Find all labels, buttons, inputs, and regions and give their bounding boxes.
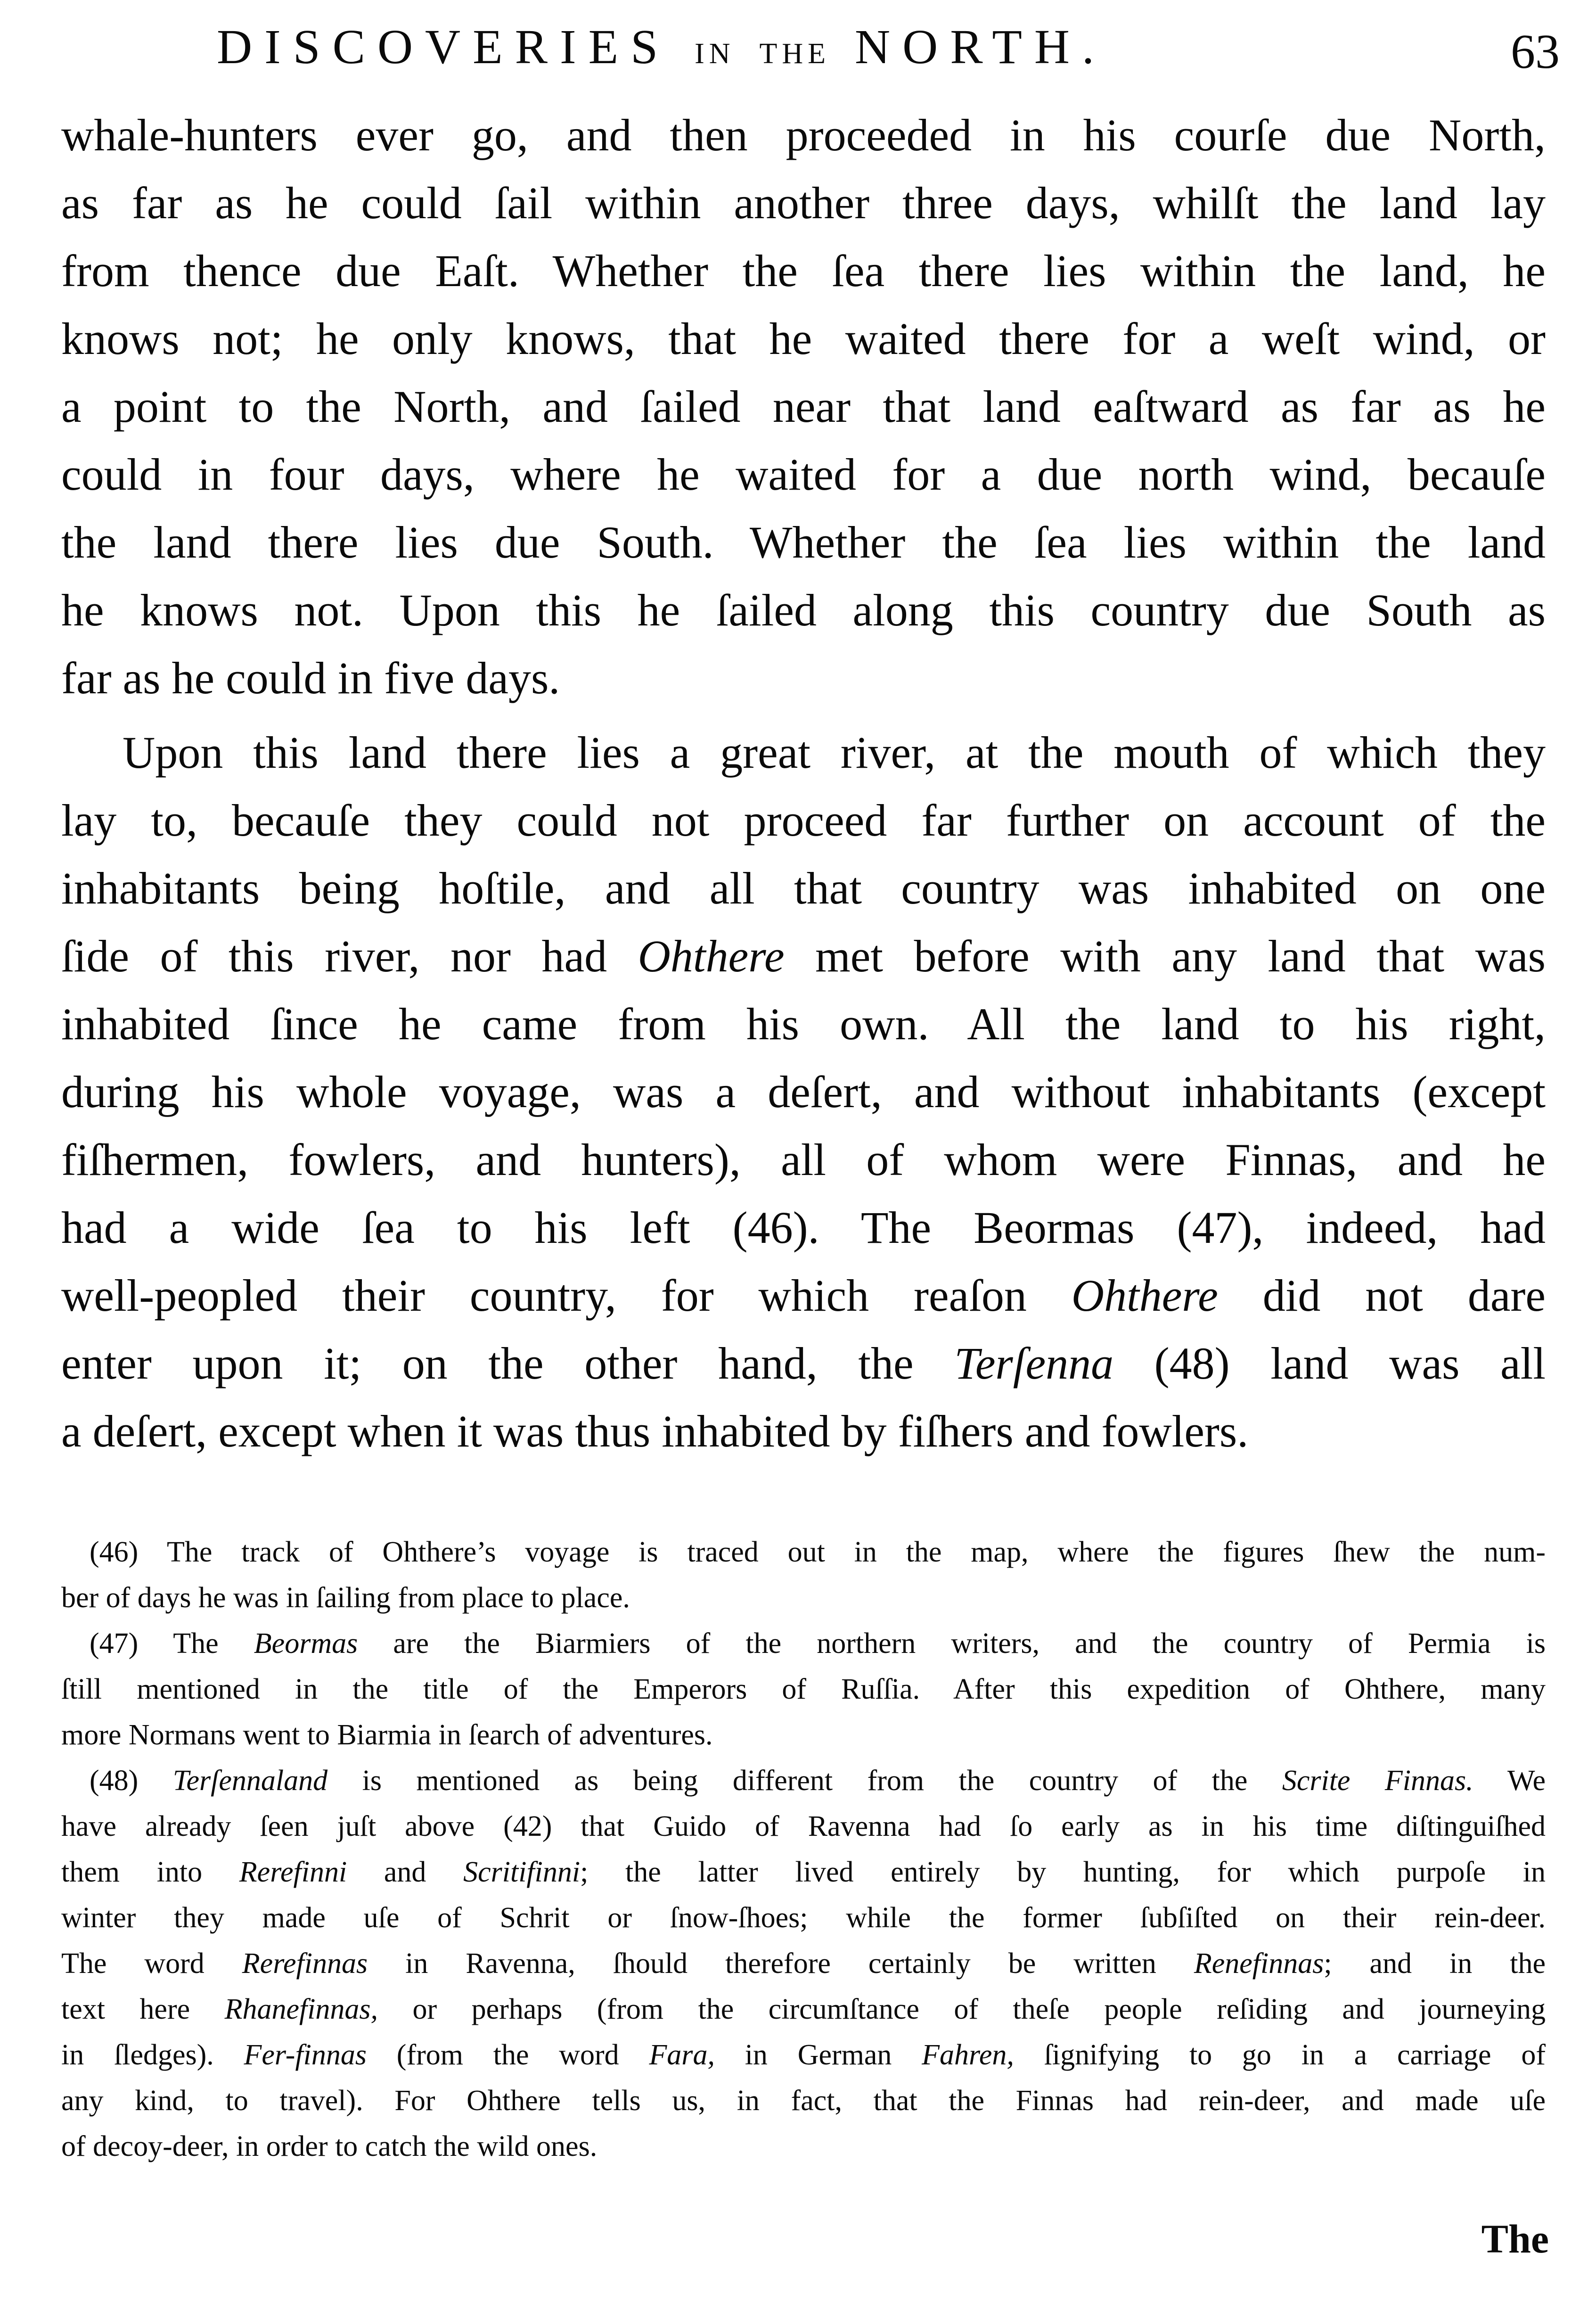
italic-term: Terſenna [954, 1338, 1114, 1389]
italic-term: Rerefinni [239, 1856, 347, 1888]
text-line [61, 787, 1546, 855]
title-word-in: IN [695, 38, 735, 70]
text-line: the land there lies due South. Whether the ſea lies within the land [61, 517, 1546, 567]
footnote-line [61, 2078, 1546, 2124]
text-run: We [1473, 1765, 1546, 1797]
footnote-line [61, 1575, 1546, 1621]
text-line [61, 719, 1546, 787]
text-run: ſide of this river, nor had [61, 931, 638, 981]
italic-term: Ohthere [1071, 1270, 1218, 1321]
text-run: well-peopled their country, for which reaſon [61, 1270, 1072, 1321]
running-title [217, 19, 1106, 82]
italic-term: Scritifinni [463, 1856, 581, 1888]
text-run: of decoy-deer, in order to catch the wild ones. [61, 2130, 597, 2162]
footnote-line [61, 1758, 1546, 1804]
italic-term: Fer-finnas [244, 2039, 367, 2071]
text-run: in Ravenna, ſhould therefore certainly be written [368, 1948, 1194, 1980]
footnote-line [61, 1621, 1546, 1667]
italic-term: Ohthere [638, 931, 785, 981]
text-run: ; the latter lived entirely by hunting, for which purpoſe in [580, 1856, 1546, 1888]
text-line: he knows not. Upon this he ſailed along this country due South as [61, 585, 1546, 635]
text-line [61, 1397, 1546, 1465]
text-run: (from the word [367, 2039, 649, 2071]
text-run: them into [61, 1856, 239, 1888]
text-line [61, 855, 1546, 922]
text-run: met before with any land that was [784, 931, 1546, 981]
text-run: (48) [90, 1765, 173, 1797]
text-line: as far as he could ſail within another three days, whilſt the land lay [61, 178, 1546, 228]
footnote-line [61, 1712, 1546, 1758]
footnote-line [61, 2124, 1546, 2170]
text-run: lay to, becauſe they could not proceed far further on account of the [61, 795, 1546, 846]
italic-term: Fahren, [922, 2039, 1014, 2071]
text-run: fiſhermen, fowlers, and hunters), all of whom were Finnas, and he [61, 1134, 1546, 1185]
text-line [61, 1330, 1546, 1397]
text-run: in ſledges). [61, 2039, 244, 2071]
page-number: 63 [1511, 25, 1560, 79]
text-line: a point to the North, and ſailed near that land eaſtward as far as he [61, 381, 1546, 432]
paragraph-1 [61, 101, 1546, 712]
text-line [61, 1126, 1546, 1194]
text-run: during his whole voyage, was a deſert, and without inhabitants (except [61, 1067, 1546, 1117]
footnote-47 [61, 1621, 1546, 1758]
footnote-line [61, 1895, 1546, 1941]
catchword: The [1481, 2216, 1549, 2261]
footnote-line [61, 1529, 1546, 1575]
footnote-line [61, 1849, 1546, 1895]
text-run: inhabited ſince he came from his own. All the land to his right, [61, 999, 1546, 1049]
text-run: did not dare [1218, 1270, 1546, 1321]
italic-term: Rhanefinnas, [224, 1993, 378, 2025]
text-run: inhabitants being hoſtile, and all that country was inhabited on one [61, 863, 1546, 913]
footnote-line [61, 1941, 1546, 1987]
title-word-the: THE [759, 38, 831, 70]
running-header [217, 19, 1564, 79]
text-line: from thence due Eaſt. Whether the ſea there lies within the land, he [61, 246, 1546, 296]
italic-term: Rerefinnas [242, 1948, 368, 1980]
paragraph-2 [61, 719, 1546, 1465]
text-run: ſtill mentioned in the title of the Emperors of Ruſſia. After this expedition of Ohthere, many [61, 1673, 1546, 1705]
text-line [61, 1262, 1546, 1330]
text-line: far as he could in five days. [61, 653, 560, 703]
footnote-line [61, 2032, 1546, 2078]
text-line [61, 1194, 1546, 1262]
text-run: (47) The [90, 1627, 254, 1660]
text-run: a deſert, except when it was thus inhabited by fiſhers and fowlers. [61, 1406, 1249, 1456]
text-line: knows not; he only knows, that he waited there for a weſt wind, or [61, 313, 1546, 364]
text-line [61, 990, 1546, 1058]
title-word-north: NORTH. [855, 20, 1106, 74]
italic-term: Terſennaland [172, 1765, 328, 1797]
italic-term: Scrite Finnas. [1282, 1765, 1473, 1797]
italic-term: Renefinnas [1194, 1948, 1324, 1980]
text-run: any kind, to travel). For Ohthere tells us, in fact, that the Finnas had rein-deer, and made uſe [61, 2085, 1546, 2117]
text-line: could in four days, where he waited for a due north wind, becauſe [61, 449, 1546, 500]
text-run: text here [61, 1993, 225, 2025]
text-run: ber of days he was in ſailing from place to place. [61, 1582, 630, 1614]
text-run: more Normans went to Biarmia in ſearch of adventures. [61, 1719, 713, 1751]
footnote-line [61, 1667, 1546, 1712]
text-line: whale-hunters ever go, and then proceeded in his courſe due North, [61, 110, 1546, 160]
text-run: enter upon it; on the other hand, the [61, 1338, 955, 1389]
text-run: winter they made uſe of Schrit or ſnow-ſhoes; while the former ſubſiſted on their rein-deer. [61, 1902, 1546, 1934]
italic-term: Beormas [254, 1627, 358, 1660]
text-run: (46) The track of Ohthere’s voyage is traced out in the map, where the figures ſhew the num- [90, 1536, 1546, 1568]
text-run: Upon this land there lies a great river, at the mouth of which they [123, 727, 1546, 778]
title-word-discoveries: DISCOVERIES [217, 20, 671, 74]
text-run: have already ſeen juſt above (42) that Guido of Ravenna had ſo early as in his time diſtinguiſhed [61, 1810, 1546, 1842]
text-run: or perhaps (from the circumſtance of theſe people reſiding and journeying [378, 1993, 1546, 2025]
body-text [61, 101, 1546, 1465]
text-run: ſignifying to go in a carriage of [1014, 2039, 1546, 2071]
text-run: in German [714, 2039, 922, 2071]
text-run: (48) land was all [1113, 1338, 1546, 1389]
text-run: ; and in the [1324, 1948, 1546, 1980]
text-run: The word [61, 1948, 242, 1980]
text-line [61, 1058, 1546, 1126]
footnotes [61, 1529, 1546, 2170]
text-run: and [347, 1856, 464, 1888]
text-run: are the Biarmiers of the northern writers, and the country of Permia is [358, 1627, 1546, 1660]
text-run: had a wide ſea to his left (46). The Beormas (47), indeed, had [61, 1202, 1546, 1253]
italic-term: Fara, [649, 2039, 715, 2071]
footnote-line [61, 1804, 1546, 1849]
footnote-48 [61, 1758, 1546, 2170]
text-run: is mentioned as being different from the country of the [327, 1765, 1282, 1797]
footnote-46 [61, 1529, 1546, 1621]
text-line [61, 922, 1546, 990]
footnote-line [61, 1987, 1546, 2032]
